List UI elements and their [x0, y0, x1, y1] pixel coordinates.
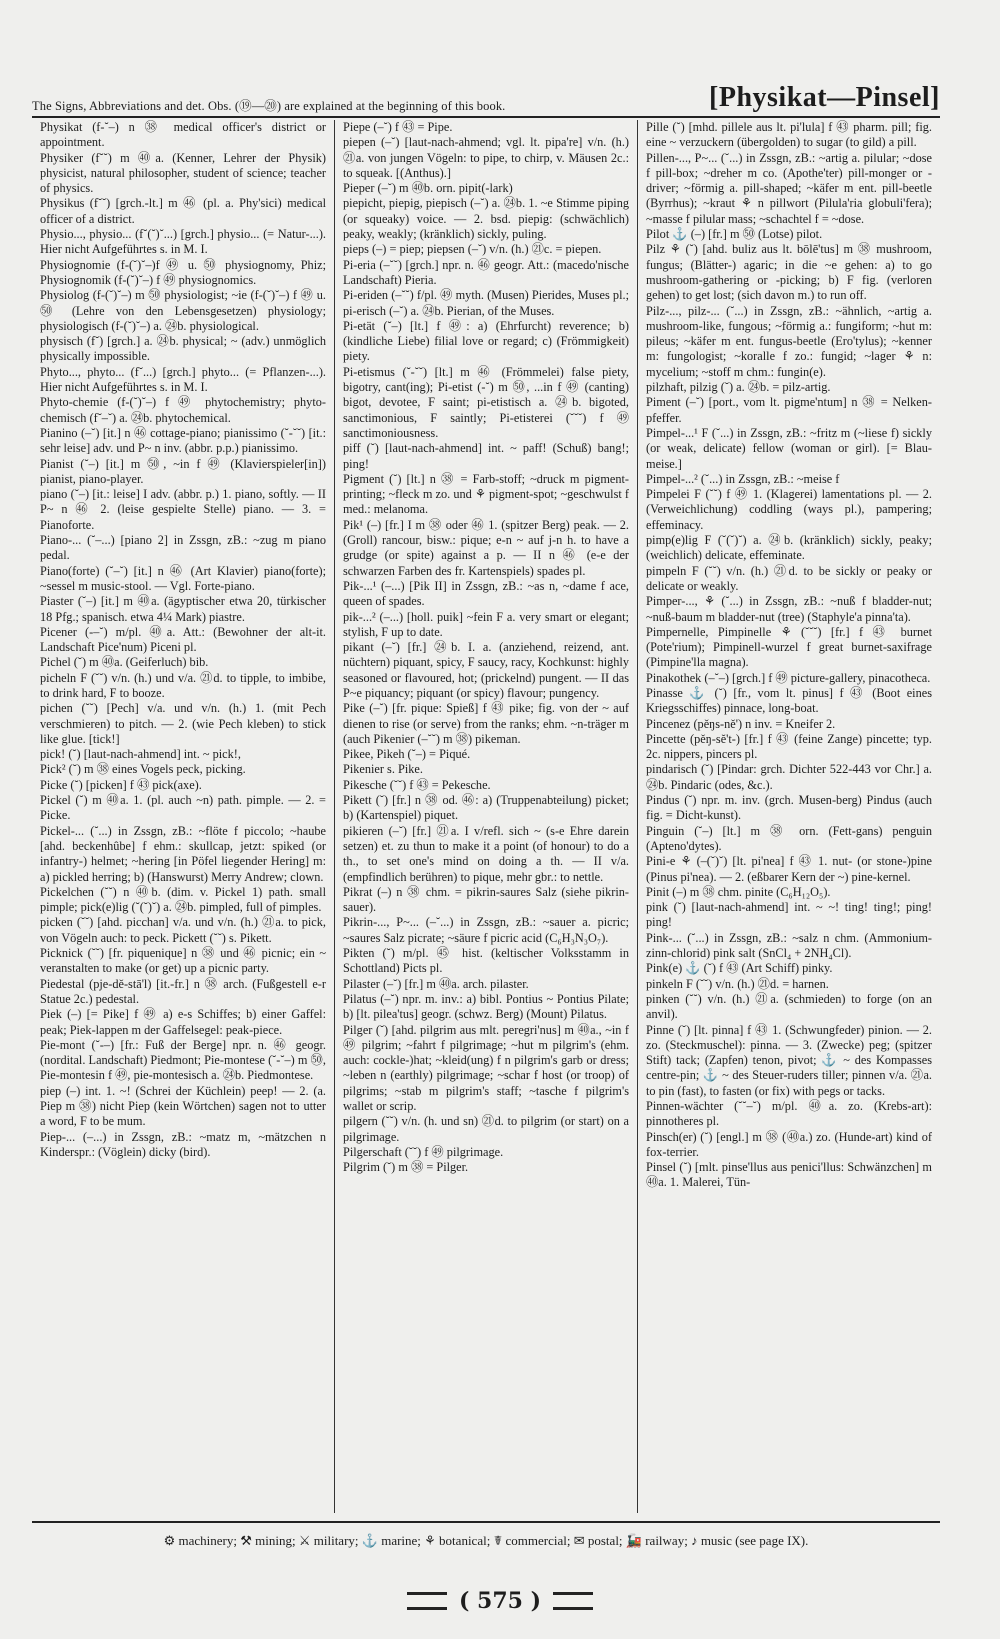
- dictionary-entry: Pincenez (pěŋs-ně') n inv. = Kneifer 2.: [646, 716, 836, 731]
- dictionary-entry: Picener (-–˘) m/pl. ㊵a. Att.: (Bewohner der alt-it. Landschaft Pice'num) Piceni pl.: [40, 624, 326, 655]
- dictionary-entry: Pickelchen (˘˘) n ㊵b. (dim. v. Pickel 1) path. small pimple; pick(e)lig (˘(˘)˘) a. ㉔b. pimpled, full of pimples.: [40, 884, 326, 915]
- dictionary-entry: Pi-etät (˘–) [lt.] f ㊾: a) (Ehrfurcht) reverence; b) (kindliche Liebe) filial love or regard; c) (Frömmigkeit) piety.: [343, 318, 629, 364]
- dictionary-entry: Pikee, Pikeh (˘–) = Piqué.: [343, 747, 471, 762]
- dictionary-entry: Pinasse ⚓ (˘) [fr., vom lt. pinus] f ㊸ (Boot eines Kriegsschiffes) pinnace, long-boat.: [646, 685, 932, 716]
- dictionary-entry: Pi-eria (–˘˘) [grch.] npr. n. ㊻ geogr. Att.: (macedo'nische Landschaft) Pieria.: [343, 257, 629, 287]
- dictionary-entry: Pichel (˘) m ㊵a. (Geiferluch) bib.: [40, 655, 209, 670]
- header-rule: [32, 116, 940, 118]
- dictionary-entry: Pikett (˘) [fr.] n ㊳ od. ㊻: a) (Truppenabteilung) picket; b) (Kartenspiel) piquet.: [343, 793, 629, 823]
- dictionary-entry: pikant (–˘) [fr.] ㉔b. I. a. (anziehend, reizend, ant. nüchtern) piquant, spicy, F saucy, racy, Kochkunst: highly seasoned or flavoured, hot; (prickelnd) pungent. — II das P~e piquancy; piquant (or spicy) flavour; pungency.: [343, 640, 629, 700]
- dictionary-entry: Pi-eriden (–˘˘) f/pl. ㊾ myth. (Musen) Pierides, Muses pl.; pi-erisch (–˘) a. ㉔b. Pierian, of the Muses.: [343, 288, 629, 318]
- dictionary-entry: Pikten (˘) m/pl. ㊺ hist. (keltischer Volksstamm in Schottland) Picts pl.: [343, 946, 629, 976]
- page-number: [0, 1581, 1000, 1621]
- dictionary-entry: Piano(forte) (˘–˘) [it.] n ㊻ (Art Klavier) piano(forte); ~sessel m music-stool. — Vgl. Forte-piano.: [40, 563, 326, 593]
- dictionary-entry: Pindus (˘) npr. m. inv. (grch. Musen-berg) Pindus (auch fig. = Dicht-kunst).: [646, 793, 932, 823]
- dictionary-entry: piepen (–˘) [laut-nach-ahmend; vgl. lt. pipa're] v/n. (h.) ㉑a. von jungen Vögeln: to pipe, to chirp, v. Mäusen 2c.: to squeak. [(Anthus).]: [343, 135, 629, 180]
- dictionary-entry: Physikus (f˘˘) [grch.-lt.] m ㊻ (pl. a. Phy'sici) medical officer of a district.: [40, 196, 326, 226]
- dictionary-entry: Pinit (–) m ㊳ chm. pinite (C₆H₁₂O₅).: [646, 884, 831, 899]
- dictionary-entry: Pik¹ (–) [fr.] I m ㊳ oder ㊻ 1. (spitzer Berg) peak. — 2. (Groll) rancour, bisw.: pique; e-n ~ auf j-n h. to have a grudge (or spite) against a p. — II n ㊻ (e-e der schwarzen Farben des fr. Kartenspiels) spades pl.: [343, 517, 629, 578]
- dictionary-entry: Pie-mont (˘-–) [fr.: Fuß der Berge] npr. n. ㊻ geogr. (nordital. Landschaft) Piedmont; Pie-montese (˘-˘–) m ㊿, Pie-montesin f ㊾, pie-montesisch a. ㉔b. Piedmontese.: [40, 1037, 326, 1083]
- symbol-legend: ⚙ machinery; ⚒ mining; ⚔ military; ⚓ marine; ⚘ botanical; ☤ commercial; ✉ postal; 🚂 railway; ♪ music (see page IX).: [163, 1533, 809, 1548]
- dictionary-entry: Pimpel-...¹ F (˘...) in Zssgn, zB.: ~fritz m (~liese f) sickly (or weak, delicate) fellow (woman or girl). [= Blau-meise.]: [646, 425, 932, 471]
- dictionary-entry: Pilger (˘) [ahd. pilgrim aus mlt. peregri'nus] m ㊵a., ~in f ㊾ pilgrim; ~fahrt f pilgrimage; ~hut m pilgrim's (ehm. auch: cockle-)hat; ~kleid(ung) f n pilgrim's garb or dress; ~leben n (earthly) pilgrimage; ~schar f host (or troop) of pilgrims; ~stab m pilgrim's staff; ~tasche f pilgrim's wallet or scrip.: [343, 1022, 629, 1113]
- dictionary-entry: Pigment (˘) [lt.] n ㊳ = Farb-stoff; ~druck m pigment-printing; ~fleck m zo. und ⚘ pigment-spot; ~geschwulst f med.: melanoma.: [343, 471, 629, 517]
- footer-rule: [32, 1521, 940, 1523]
- dictionary-entry: Piek (–) [= Pike] f ㊾ a) e-s Schiffes; b) einer Gaffel: peak; Piek-lappen m der Gaffelsegel: peak-piece.: [40, 1007, 326, 1037]
- header-note: The Signs, Abbreviations and det. Obs. (⑲—⑳) are explained at the beginning of this book.: [32, 99, 506, 113]
- dictionary-entry: pinken (˘˘) v/n. (h.) ㉑a. (schmieden) to forge (on an anvil).: [646, 991, 932, 1022]
- entry-columns: [32, 120, 940, 1513]
- dictionary-entry: Pimpernelle, Pimpinelle ⚘ (˘˘˘) [fr.] f ㊸ burnet (Pote'rium); Pimpinell-wurzel f great burnet-saxifrage (Pimpine'lla magna).: [646, 624, 932, 670]
- dictionary-entry: Physikat (f-˘–) n ㊳ medical officer's district or appointment.: [40, 120, 326, 150]
- dictionary-entry: Physiker (f˘˘) m ㊵a. (Kenner, Lehrer der Physik) physicist, natural philosopher, student of science; teacher of physics.: [40, 150, 326, 196]
- dictionary-entry: pindarisch (˘) [Pindar: grch. Dichter 522-443 vor Chr.] a. ㉔b. Pindaric (odes, &c.).: [646, 762, 932, 792]
- dictionary-entry: Piment (–˘) [port., vom lt. pigme'ntum] n ㊳ = Nelken-pfeffer.: [646, 395, 932, 425]
- dictionary-entry: Physiolog (f-(˘)˘–) m ㊿ physiologist; ~ie (f-(˘)˘–) f ㊾ u. ㊿ (Lehre von den Lebensgesetzen) physiology; physiologisch (f-(˘)˘–) a. ㉔b. physiological.: [40, 288, 326, 333]
- dictionary-entry: pimpeln F (˘˘) v/n. (h.) ㉑d. to be sickly or peaky or delicate or weakly.: [646, 563, 932, 593]
- column-left: [32, 120, 334, 1513]
- ornament-right: [553, 1592, 593, 1610]
- dictionary-entry: Pilot ⚓ (–) [fr.] m ㊿ (Lotse) pilot.: [646, 227, 823, 242]
- dictionary-entry: Pinakothek (–˘–) [grch.] f ㊾ picture-gallery, pinacotheca.: [646, 670, 931, 685]
- dictionary-entry: Pinsch(er) (˘) [engl.] m ㊳ (㊵a.) zo. (Hunde-art) kind of fox-terrier.: [646, 1129, 932, 1159]
- dictionary-entry: Pilz ⚘ (˘) [ahd. buliz aus lt. bōlē'tus] m ㊳ mushroom, fungus; (Blätter-) agaric; in die ~e gehen: a) to go mushroom-gathering or -picking; b) F fig. (verloren gehen) to get lost; (sich davon m.) to run off.: [646, 242, 932, 303]
- dictionary-entry: Pincette (pěŋ-sĕ't-) [fr.] f ㊸ (feine Zange) pincette; typ. 2c. nippers, pincers pl.: [646, 731, 932, 762]
- dictionary-entry: Pinnen-wächter (˘˘–˘) m/pl. ㊵a. zo. (Krebs-art): pinnotheres pl.: [646, 1099, 932, 1129]
- dictionary-entry: Picke (˘) [picken] f ㊸ pick(axe).: [40, 777, 202, 792]
- dictionary-entry: Piano-... (˘–...) [piano 2] in Zssgn, zB.: ~zug m piano pedal.: [40, 533, 326, 563]
- dictionary-entry: Pille (˘) [mhd. pillele aus lt. pi'lula] f ㊸ pharm. pill; fig. eine ~ verzuckern (übergolden) to sugar (to gild) a pill.: [646, 120, 932, 150]
- dictionary-entry: Physio..., physio... (f˘(˘)˘...) [grch.] physio... (= Natur-...). Hier nicht Aufgeführtes s. in M. I.: [40, 227, 326, 257]
- dictionary-entry: Pik-...¹ (–...) [Pik II] in Zssgn, zB.: ~as n, ~dame f ace, queen of spades.: [343, 578, 629, 609]
- dictionary-entry: Pilgrim (˘) m ㊳ = Pilger.: [343, 1160, 469, 1175]
- dictionary-entry: Pianino (–˘) [it.] n ㊻ cottage-piano; pianissimo (˘-˘˘) [it.: sehr leise] adv. und P~ n inv. (abbr. p.p.) pianissimo.: [40, 425, 326, 456]
- dictionary-entry: pimp(e)lig F (˘(˘)˘) a. ㉔b. (kränklich) sickly, peaky; (weichlich) delicate, effeminate.: [646, 533, 932, 563]
- dictionary-entry: pilgern (˘˘) v/n. (h. und sn) ㉑d. to pilgrim (or start) on a pilgrimage.: [343, 1114, 629, 1144]
- dictionary-entry: pick! (˘) [laut-nach-ahmend] int. ~ pick!,: [40, 747, 241, 762]
- dictionary-entry: Pickel-... (˘...) in Zssgn, zB.: ~flöte f piccolo; ~haube [ahd. beckenhûbe] f ehm.: skullcap, jetzt: spiked (or infantry-) helmet; ~hering [in Pöfel liegender Hering] m: a) pickled herring; b) (Hanswurst) Merry Andrew; clown.: [40, 823, 326, 884]
- dictionary-entry: Pinguin (˘–) [lt.] m ㊳ orn. (Fett-gans) penguin (Apteno'dytes).: [646, 823, 932, 853]
- dictionary-entry: picken (˘˘) [ahd. picchan] v/a. und v/n. (h.) ㉑a. to pick, von Vögeln auch: to peck. Pickett (˘˘) s. Pikett.: [40, 915, 326, 945]
- dictionary-entry: Piedestal (pje-dě-stā'l) [it.-fr.] n ㊳ arch. (Fußgestell e-r Statue 2c.) pedestal.: [40, 976, 326, 1006]
- dictionary-entry: picheln F (˘˘) v/n. (h.) und v/a. ㉑d. to tipple, to imbibe, to drink hard, F to booze.: [40, 670, 326, 700]
- dictionary-entry: Pikenier s. Pike.: [343, 762, 423, 777]
- dictionary-entry: Pilatus (–˘) npr. m. inv.: a) bibl. Pontius ~ Pontius Pilate; b) [lt. pilea'tus] geogr. (schwz. Berg) (Mount) Pilatus.: [343, 991, 629, 1022]
- dictionary-entry: Pimpel-...² (˘...) in Zssgn, zB.: ~meise f: [646, 471, 840, 486]
- dictionary-entry: Picknick (˘˘) [fr. piquenique] n ㊳ und ㊻ picnic; ein ~ veranstalten to make (or get) up a picnic party.: [40, 946, 326, 976]
- dictionary-entry: Pilgerschaft (˘˘) f ㊾ pilgrimage.: [343, 1144, 504, 1159]
- dictionary-entry: Pikesche (˘˘) f ㊸ = Pekesche.: [343, 777, 491, 792]
- page-range-title: [Physikat—Pinsel]: [709, 82, 940, 113]
- dictionary-entry: Piaster (˘–) [it.] m ㊵a. (ägyptischer etwa 20, türkischer 18 Pfg.; spanisch. etwa 4¼ Mark) piastre.: [40, 594, 326, 624]
- dictionary-entry: piff (˘) [laut-nach-ahmend] int. ~ paff! (Schuß) bang!; ping!: [343, 441, 629, 471]
- dictionary-entry: pikieren (–˘) [fr.] ㉑a. I v/refl. sich ~ (s-e Ehre darein setzen) et. zu thun to make it a point (of honour) to do a th., to set one's mind on doing a th. — II v/a. (empfindlich berühren) to pique, mehr gbr.: to nettle.: [343, 823, 629, 884]
- dictionary-entry: Pink-... (˘...) in Zssgn, zB.: ~salz n chm. (Ammonium-zinn-chlorid) pink salt (SnCl₄ + 2NH₄Cl).: [646, 930, 932, 961]
- dictionary-entry: pik-...² (–...) [holl. puik] ~fein F a. very smart or elegant; stylish, F up to date.: [343, 609, 629, 639]
- dictionary-entry: Phyto-chemie (f-(˘)˘–) f ㊾ phytochemistry; phyto-chemisch (f˘–˘) a. ㉔b. phytochemical.: [40, 395, 326, 425]
- dictionary-entry: Pinsel (˘) [mlt. pinse'llus aus penici'llus: Schwänzchen] m ㊵a. 1. Malerei, Tün-: [646, 1160, 932, 1190]
- dictionary-entry: Physiognomie (f-(˘)˘–)f ㊾ u. ㊿ physiognomy, Phiz; Physiognomik (f-(˘)˘–) f ㊾ physiognomics.: [40, 257, 326, 287]
- dictionary-entry: Pikrin-..., P~... (–˘...) in Zssgn, zB.: ~sauer a. picric; ~saures Salz picrate; ~säure f picric acid (C₆H₃N₃O₇).: [343, 915, 629, 945]
- dictionary-entry: pink (˘) [laut-nach-ahmend] int. ~ ~! ting! ting!; ping! ping!: [646, 900, 932, 930]
- dictionary-entry: Pick² (˘) m ㊳ eines Vogels peck, picking.: [40, 762, 246, 777]
- dictionary-entry: piepicht, piepig, piepisch (–˘) a. ㉔b. 1. ~e Stimme piping (or squeaky) voice. — 2. bsd. piepig: (schwächlich) peaky, weakly; (kränklich) sickly, puling.: [343, 196, 629, 242]
- dictionary-entry: piano (˘–) [it.: leise] I adv. (abbr. p.) 1. piano, softly. — II P~ n ㊻ 2. (leise gespielte Stelle) piano. — 3. = Pianoforte.: [40, 487, 326, 532]
- dictionary-entry: Pini-e ⚘ (–(˘)˘) [lt. pi'nea] f ㊸ 1. nut- (or stone-)pine (Pinus pi'nea). — 2. (eßbarer Kern der ~) pine-kernel.: [646, 854, 932, 884]
- dictionary-entry: pieps (–) = piep; piepsen (–˘) v/n. (h.) ㉑c. = piepen.: [343, 242, 602, 257]
- ornament-left: [407, 1592, 447, 1610]
- dictionary-entry: Pieper (–˘) m ㊵b. orn. pipit(-lark): [343, 181, 513, 196]
- dictionary-entry: Pike (–˘) [fr. pique: Spieß] f ㊸ pike; fig. von der ~ auf dienen to rise (or serve) from the ranks; ehm. ~n-träger m (auch Pikenier (–˘˘) m ㊳) pikeman.: [343, 701, 629, 746]
- dictionary-entry: Pimper-..., ⚘ (˘...) in Zssgn, zB.: ~nuß f bladder-nut; ~nuß-baum m bladder-nut (tree) (Staphyle'a pinna'ta).: [646, 594, 932, 624]
- dictionary-entry: Pianist (˘–) [it.] m ㊿, ~in f ㊾ (Klavierspieler[in]) pianist, piano-player.: [40, 456, 326, 486]
- dictionary-entry: physisch (f˘) [grch.] a. ㉔b. physical; ~ (adv.) unmöglich physically impossible.: [40, 334, 326, 364]
- dictionary-entry: Pilz-..., pilz-... (˘...) in Zssgn, zB.: ~ähnlich, ~artig a. mushroom-like, fungous; ~förmig a.: fungiform; ~hut m: pileus; ~käfer m ent. fungus-beetle (Ero'tylus); ~kenner m: fungologist; ~koralle f zo.: fungid; ~lager ⚘ n: mycelium; ~stoff m chm.: fungin(e).: [646, 303, 932, 379]
- dictionary-entry: Phyto..., phyto... (f˘...) [grch.] phyto... (= Pflanzen-...). Hier nicht Aufgeführtes s. in M. I.: [40, 364, 326, 395]
- dictionary-entry: Pinne (˘) [lt. pinna] f ㊸ 1. (Schwungfeder) pinion. — 2. zo. (Steckmuschel): pinna. — 3. (Zwecke) peg; (spitzer Stift) tack; (Zapfen) tenon, pivot; ⚓ ~ des Kompasses centre-pin; ⚓ ~ des Steuer-ruders tiller; pinnen v/a. ㉑a. to pin (fast), to fasten (or fix) with pegs or tacks.: [646, 1022, 932, 1098]
- dictionary-entry: Pilaster (–˘) [fr.] m ㊵a. arch. pilaster.: [343, 976, 529, 991]
- dictionary-entry: Pillen-..., P~... (˘...) in Zssgn, zB.: ~artig a. pilular; ~dose f pill-box; ~dreher m co. (Apothe'ter) pill-monger or -driver; ~förmig a. pill-shaped; ~käfer m ent. pill-beetle (Byrrhus); ~kraut ⚘ n pillwort (Pilula'ria globuli'fera); ~masse f pilular mass; ~schachtel f = ~dose.: [646, 150, 932, 226]
- page-number-text: ( 575 ): [458, 1588, 542, 1614]
- dictionary-entry: Pink(e) ⚓ (˘) f ㊸ (Art Schiff) pinky.: [646, 961, 833, 976]
- dictionary-entry: pinkeln F (˘˘) v/n. (h.) ㉑d. = harnen.: [646, 976, 829, 991]
- dictionary-entry: piep (–) int. 1. ~! (Schrei der Küchlein) peep! — 2. (a. Piep m ㊳) nicht Piep (kein Wörtchen) sagen not to utter a word, F to be mum.: [40, 1083, 326, 1129]
- dictionary-entry: Pikrat (–) n ㊳ chm. = pikrin-saures Salz (siehe pikrin-sauer).: [343, 884, 629, 915]
- dictionary-entry: Piep-... (–...) in Zssgn, zB.: ~matz m, ~mätzchen n Kinderspr.: (Vöglein) dicky (bird).: [40, 1129, 326, 1159]
- dictionary-entry: Pimpelei F (˘˘) f ㊾ 1. (Klagerei) lamentations pl. — 2. (Verweichlichung) coddling (ways pl.), pampering; effeminacy.: [646, 487, 932, 532]
- column-middle: [334, 120, 637, 1513]
- dictionary-entry: pichen (˘˘) [Pech] v/a. und v/n. (h.) 1. (mit Pech verschmieren) to pitch. — 2. (wie Pech kleben) to stick like glue. [tick!]: [40, 701, 326, 746]
- dictionary-entry: pilzhaft, pilzig (˘) a. ㉔b. = pilz-artig.: [646, 380, 831, 395]
- dictionary-entry: Pi-etismus (˘-˘˘) [lt.] m ㊻ (Frömmelei) false piety, bigotry, cant(ing); Pi-etist (-˘) m ㊿, ...in f ㊾ (canting) bigot, devotee, F saint; pi-etistisch a. ㉔b. bigoted, sanctimonious, F saintly; Pi-etisterei (˘˘˘) f ㊾ sanctimoniousness.: [343, 364, 629, 440]
- dictionary-entry: Pickel (˘) m ㊵a. 1. (pl. auch ~n) path. pimple. — 2. = Picke.: [40, 793, 326, 823]
- page-header: [32, 78, 940, 114]
- column-right: [637, 120, 940, 1513]
- dictionary-entry: Piepe (–˘) f ㊸ = Pipe.: [343, 120, 453, 134]
